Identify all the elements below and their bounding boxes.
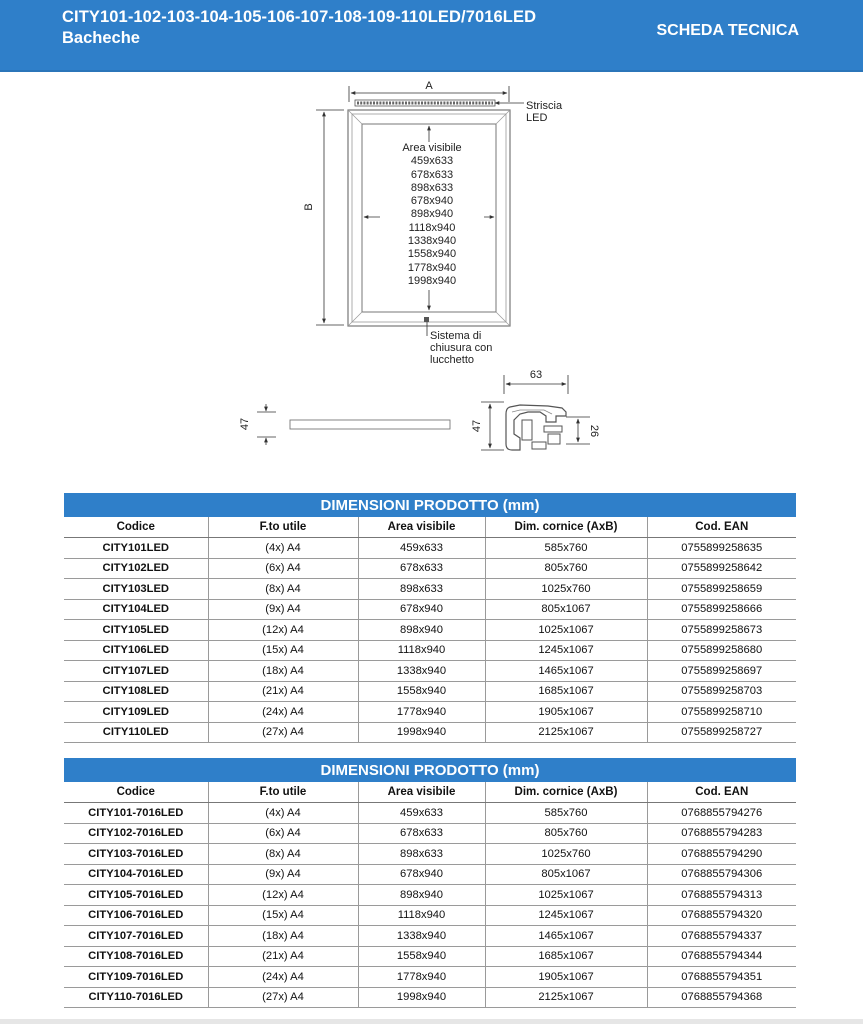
column-header: Codice <box>64 782 208 803</box>
ean-cell: 0768855794290 <box>647 844 796 865</box>
visible-area-cell: 1338x940 <box>358 661 485 682</box>
visible-area-size: 1338x940 <box>407 235 457 248</box>
format-cell: (8x) A4 <box>208 579 358 600</box>
code-cell: CITY107LED <box>64 661 208 682</box>
dimension-47-right-label: 47 <box>471 419 483 433</box>
code-cell: CITY106-7016LED <box>64 905 208 926</box>
visible-area-title: Area visibile <box>402 142 462 154</box>
visible-area-cell: 1998x940 <box>358 987 485 1008</box>
format-cell: (12x) A4 <box>208 620 358 641</box>
column-header: F.to utile <box>208 517 358 538</box>
visible-area-size: 678x633 <box>410 168 454 181</box>
format-cell: (18x) A4 <box>208 661 358 682</box>
ean-cell: 0755899258659 <box>647 579 796 600</box>
lock-label-line: lucchetto <box>430 354 475 366</box>
format-cell: (27x) A4 <box>208 987 358 1008</box>
visible-area-size: 678x940 <box>410 195 454 208</box>
format-cell: (27x) A4 <box>208 722 358 743</box>
frame-size-cell: 1025x760 <box>485 844 647 865</box>
ean-cell: 0768855794313 <box>647 885 796 906</box>
led-label-line: Striscia <box>526 100 563 112</box>
visible-area-cell: 1118x940 <box>358 640 485 661</box>
code-cell: CITY105LED <box>64 620 208 641</box>
code-cell: CITY109LED <box>64 702 208 723</box>
visible-area-cell: 1338x940 <box>358 926 485 947</box>
ean-cell: 0755899258710 <box>647 702 796 723</box>
code-cell: CITY102LED <box>64 558 208 579</box>
visible-area-cell: 1558x940 <box>358 681 485 702</box>
table-row <box>64 803 796 824</box>
code-cell: CITY102-7016LED <box>64 823 208 844</box>
visible-area-cell: 678x633 <box>358 558 485 579</box>
table-row <box>64 702 796 723</box>
dimension-26-label: 26 <box>588 424 600 438</box>
frame-size-cell: 2125x1067 <box>485 987 647 1008</box>
led-strip <box>355 100 524 106</box>
visible-area-size: 459x633 <box>410 155 454 168</box>
code-cell: CITY101-7016LED <box>64 803 208 824</box>
code-cell: CITY108-7016LED <box>64 946 208 967</box>
ean-cell: 0755899258666 <box>647 599 796 620</box>
visible-area-cell: 1778x940 <box>358 967 485 988</box>
column-header: Cod. EAN <box>647 517 796 538</box>
frame-size-cell: 805x760 <box>485 558 647 579</box>
table-header-row <box>64 517 796 538</box>
visible-area-cell: 898x940 <box>358 885 485 906</box>
table-row <box>64 558 796 579</box>
visible-area-size: 1998x940 <box>407 274 457 287</box>
ean-cell: 0768855794306 <box>647 864 796 885</box>
table <box>64 782 796 1008</box>
dimensions-table-standard <box>64 493 796 743</box>
format-cell: (8x) A4 <box>208 844 358 865</box>
format-cell: (21x) A4 <box>208 681 358 702</box>
code-cell: CITY103LED <box>64 579 208 600</box>
table-row <box>64 722 796 743</box>
product-codes-title: CITY101-102-103-104-105-106-107-108-109-110LED/7016LED <box>62 8 537 26</box>
visible-area-cell: 678x940 <box>358 599 485 620</box>
profile-section <box>481 402 590 450</box>
side-panel-view <box>257 404 450 445</box>
table-row <box>64 946 796 967</box>
visible-area-cell: 898x633 <box>358 579 485 600</box>
visible-area-size: 898x633 <box>410 181 454 194</box>
visible-area-cell: 1778x940 <box>358 702 485 723</box>
table-row <box>64 967 796 988</box>
format-cell: (9x) A4 <box>208 599 358 620</box>
code-cell: CITY103-7016LED <box>64 844 208 865</box>
code-cell: CITY106LED <box>64 640 208 661</box>
ean-cell: 0755899258697 <box>647 661 796 682</box>
visible-area-cell: 459x633 <box>358 538 485 559</box>
table-row <box>64 905 796 926</box>
table-row <box>64 620 796 641</box>
ean-cell: 0755899258703 <box>647 681 796 702</box>
column-header: Dim. cornice (AxB) <box>485 517 647 538</box>
led-label-line: LED <box>526 112 548 124</box>
table-row <box>64 987 796 1008</box>
format-cell: (18x) A4 <box>208 926 358 947</box>
frame-size-cell: 1025x1067 <box>485 620 647 641</box>
table-header-row <box>64 782 796 803</box>
frame-size-cell: 1905x1067 <box>485 967 647 988</box>
ean-cell: 0768855794283 <box>647 823 796 844</box>
product-category: Bacheche <box>62 29 140 47</box>
format-cell: (6x) A4 <box>208 823 358 844</box>
ean-cell: 0755899258635 <box>647 538 796 559</box>
table-row <box>64 599 796 620</box>
dimension-63-label: 63 <box>529 369 543 381</box>
code-cell: CITY110LED <box>64 722 208 743</box>
visible-area-cell: 1558x940 <box>358 946 485 967</box>
lock-system-label <box>430 330 492 366</box>
document-type: SCHEDA TECNICA <box>656 22 799 39</box>
dimension-47-left-label: 47 <box>239 417 251 431</box>
visible-area-size: 898x940 <box>410 208 454 221</box>
dimension-a-label: A <box>425 80 433 92</box>
frame-size-cell: 805x760 <box>485 823 647 844</box>
code-cell: CITY104-7016LED <box>64 864 208 885</box>
table-title: DIMENSIONI PRODOTTO (mm) <box>64 493 796 517</box>
visible-area-size: 1778x940 <box>407 261 457 274</box>
frame-size-cell: 1685x1067 <box>485 946 647 967</box>
ean-cell: 0768855794368 <box>647 987 796 1008</box>
frame-size-cell: 805x1067 <box>485 599 647 620</box>
ean-cell: 0755899258642 <box>647 558 796 579</box>
frame-size-cell: 805x1067 <box>485 864 647 885</box>
bottom-edge <box>0 1019 863 1024</box>
frame-size-cell: 1465x1067 <box>485 661 647 682</box>
table-row <box>64 681 796 702</box>
visible-area-cell: 678x940 <box>358 864 485 885</box>
table-row <box>64 579 796 600</box>
table-row <box>64 885 796 906</box>
code-cell: CITY108LED <box>64 681 208 702</box>
table-title: DIMENSIONI PRODOTTO (mm) <box>64 758 796 782</box>
format-cell: (15x) A4 <box>208 640 358 661</box>
frame-size-cell: 1025x1067 <box>485 885 647 906</box>
format-cell: (9x) A4 <box>208 864 358 885</box>
code-cell: CITY101LED <box>64 538 208 559</box>
ean-cell: 0768855794351 <box>647 967 796 988</box>
dimension-b-line <box>316 110 344 325</box>
ean-cell: 0755899258680 <box>647 640 796 661</box>
visible-area-cell: 678x633 <box>358 823 485 844</box>
frame-size-cell: 2125x1067 <box>485 722 647 743</box>
table <box>64 517 796 743</box>
visible-area-cell: 1998x940 <box>358 722 485 743</box>
frame-size-cell: 585x760 <box>485 538 647 559</box>
lock-label-line: Sistema di <box>430 330 482 342</box>
visible-area-size: 1558x940 <box>407 248 457 261</box>
ean-cell: 0755899258727 <box>647 722 796 743</box>
format-cell: (24x) A4 <box>208 967 358 988</box>
table-row <box>64 926 796 947</box>
visible-area-list <box>380 142 484 288</box>
column-header: Area visibile <box>358 517 485 538</box>
column-header: Cod. EAN <box>647 782 796 803</box>
format-cell: (24x) A4 <box>208 702 358 723</box>
ean-cell: 0768855794337 <box>647 926 796 947</box>
code-cell: CITY104LED <box>64 599 208 620</box>
ean-cell: 0768855794320 <box>647 905 796 926</box>
table-row <box>64 864 796 885</box>
column-header: Codice <box>64 517 208 538</box>
visible-area-cell: 459x633 <box>358 803 485 824</box>
format-cell: (21x) A4 <box>208 946 358 967</box>
code-cell: CITY110-7016LED <box>64 987 208 1008</box>
lock-label-line: chiusura con <box>430 342 493 354</box>
table-row <box>64 640 796 661</box>
format-cell: (15x) A4 <box>208 905 358 926</box>
dimension-b-label: B <box>303 203 315 211</box>
frame-size-cell: 1905x1067 <box>485 702 647 723</box>
frame-size-cell: 585x760 <box>485 803 647 824</box>
table-row <box>64 661 796 682</box>
ean-cell: 0768855794344 <box>647 946 796 967</box>
frame-size-cell: 1465x1067 <box>485 926 647 947</box>
visible-area-cell: 1118x940 <box>358 905 485 926</box>
technical-drawing <box>0 72 863 492</box>
table-row <box>64 844 796 865</box>
led-strip-label <box>526 100 562 124</box>
format-cell: (4x) A4 <box>208 803 358 824</box>
table-row <box>64 538 796 559</box>
visible-area-cell: 898x940 <box>358 620 485 641</box>
code-cell: CITY109-7016LED <box>64 967 208 988</box>
format-cell: (4x) A4 <box>208 538 358 559</box>
format-cell: (6x) A4 <box>208 558 358 579</box>
table-row <box>64 823 796 844</box>
frame-size-cell: 1245x1067 <box>485 640 647 661</box>
code-cell: CITY105-7016LED <box>64 885 208 906</box>
dimensions-table-7016 <box>64 758 796 1008</box>
ean-cell: 0755899258673 <box>647 620 796 641</box>
frame-size-cell: 1245x1067 <box>485 905 647 926</box>
frame-size-cell: 1025x760 <box>485 579 647 600</box>
format-cell: (12x) A4 <box>208 885 358 906</box>
code-cell: CITY107-7016LED <box>64 926 208 947</box>
column-header: F.to utile <box>208 782 358 803</box>
ean-cell: 0768855794276 <box>647 803 796 824</box>
visible-area-cell: 898x633 <box>358 844 485 865</box>
column-header: Dim. cornice (AxB) <box>485 782 647 803</box>
header-banner <box>0 0 863 72</box>
frame-size-cell: 1685x1067 <box>485 681 647 702</box>
visible-area-size: 1118x940 <box>408 221 456 234</box>
column-header: Area visibile <box>358 782 485 803</box>
